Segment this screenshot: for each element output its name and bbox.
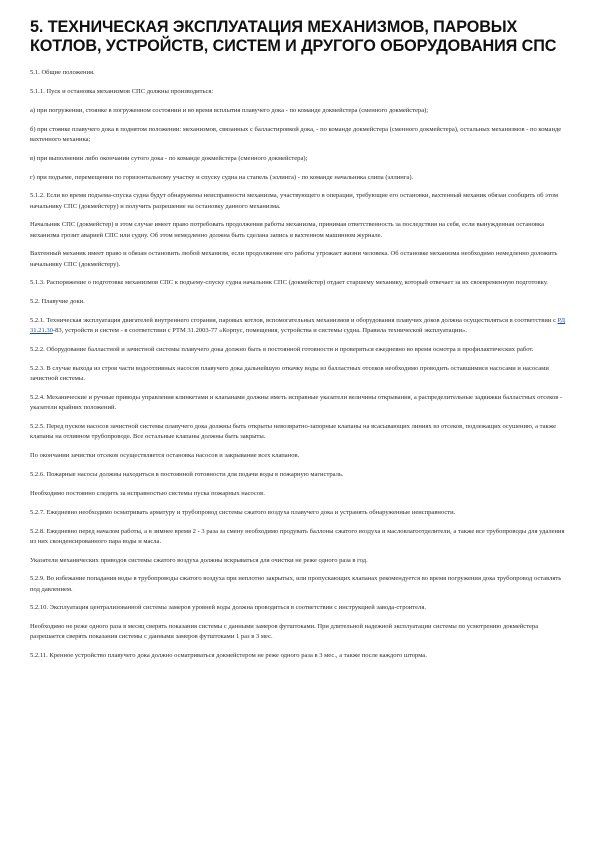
paragraph-b: б) при стоянке плавучего дока в поднятом положении: механизмов, связанных с балластировкой дока, - по команде докмейстера (сменного докмейстера), остальных механизмов - по команде вахтенного механика;: [30, 125, 562, 143]
paragraph-5-2-1: 5.2.1. Техническая эксплуатация двигателей внутреннего сгорания, паровых котлов, вспомогательных механизмов и оборудования плавучих доков должна осуществляться в соответствии с РД 31.21.30-83, устройств и систем - в соответствии с РТМ 31.2003-77 «Корпус, помещения, устройства и системы судна. Правила технической эксплуатации».: [30, 317, 566, 335]
rd-reference-link[interactable]: РД 31.21.30: [30, 317, 566, 335]
paragraph-5-2-5: 5.2.5. Перед пуском насосов зачистной системы плавучего дока должны быть открыты невозвратно-запорные клапаны на всасывающих линиях из отсеков, подлежащих осушению, а также клапаны на отливном трубопроводе. Все остальные клапаны должны быть закрыты.: [30, 423, 557, 441]
paragraph-5-1-2: 5.1.2. Если во время подъема-спуска судна будут обнаружены неисправности механизма, участвующего в операции, требующие его остановки, вахтенный механик обязан сообщить об этом начальнику СПС (докмейстеру) и получить разрешение на остановку данного механизма.: [30, 192, 559, 210]
paragraph-5-2-11: 5.2.11. Кренное устройство плавучего дока должно осматриваться докмейстером не реже одного раза в 3 мес., а также после каждого шторма.: [30, 652, 427, 660]
paragraph-5-2-2: 5.2.2. Оборудование балластной и зачистной системы плавучего дока должно быть в постоянной готовности и проверяться ежедневно во время осмотра и профилактических работ.: [30, 346, 534, 354]
paragraph-g: г) при подъеме, перемещении по горизонтальному участку и спуску судна на стапель (эллинга) - по команде начальника слипа (эллинга).: [30, 173, 414, 181]
paragraph-5-2-9: 5.2.9. Во избежание попадания воды в трубопроводы сжатого воздуха при неплотно закрытых, или пропускающих клапанах рекомендуется во время погружения дока трубопровод оставлять под давлением.: [30, 575, 562, 593]
paragraph-v: в) при выполнении либо окончании сутого дока - по команде докмейстера (сменного докмейстера);: [30, 154, 308, 162]
paragraph-5-2: 5.2. Плавучие доки.: [30, 298, 85, 306]
paragraph-5-2-8: 5.2.8. Ежедневно перед началом работы, а в зимнее время 2 - 3 раза за смену необходимо продувать баллоны сжатого воздуха и масловлагоотделители, а также все трубопроводы для удаления из них сконденсированного пара воды и масла.: [30, 527, 565, 545]
paragraph-5-2-10: 5.2.10. Эксплуатация централизованной системы замеров уровней воды должна проводиться в соответствии с инструкцией завода-строителя.: [30, 604, 426, 612]
paragraph-5-2-8-note: Указатели механических приводов системы сжатого воздуха должны вскрываться для очистки не реже одного раза в год.: [30, 556, 368, 564]
paragraph-5-1-1: 5.1.1. Пуск и остановка механизмов СПС должны производиться:: [30, 87, 214, 95]
paragraph-5-2-6: 5.2.6. Пожарные насосы должны находиться в постоянной готовности для подачи воды в пожарную магистраль.: [30, 470, 344, 478]
paragraph-5-1: 5.1. Общие положения.: [30, 69, 95, 76]
paragraph-a: а) при погружении, стоянке в погруженном состоянии и во время всплытия плавучего дока - по команде докмейстера (сменного докмейстера);: [30, 106, 429, 114]
paragraph-5-2-6-note: Необходимо постоянно следить за исправностью системы пуска пожарных насосов.: [30, 489, 265, 497]
paragraph-5-2-10-note: Необходимо не реже одного раза в месяц сверять показания системы с данными замеров футштоками. При длительной надежной эксплуатации системы по усмотрению докмейстера разрешается сверять показания системы с данными замеров футштоками 1 раз в 3 мес.: [30, 623, 539, 641]
paragraph-5-2-7: 5.2.7. Ежедневно необходимо осматривать арматуру и трубопровод системы сжатого воздуха плавучего дока и устранять обнаруженные неисправности.: [30, 508, 456, 516]
paragraph-5-1-3: 5.1.3. Распоряжение о подготовке механизмов СПС к подъему-спуску судна начальник СПС (докмейстер) отдает старшему механику, который отвечает за их своевременную подготовку.: [30, 279, 548, 287]
paragraph-5-2-3: 5.2.3. В случае выхода из строя части водоотливных насосов плавучего дока дальнейшую откачку воды из балластных отсеков необходимо проводить оставшимися насосами и насосами зачистной системы.: [30, 365, 549, 383]
paragraph-5-2-5-end: По окончании зачистки отсеков осуществляется остановка насосов и закрывание всех клапанов.: [30, 452, 300, 459]
paragraph-5-2-4: 5.2.4. Механические и ручные приводы управления клинкетами и клапанами должны иметь исправные указатели величины открывания, а распределительные задвижки балластных отсеков - указатели крайних положений.: [30, 394, 563, 412]
paragraph-5-1-2-stop: Вахтенный механик имеет право и обязан остановить любой механизм, если продолжение его работы угрожает жизни человека. Об остановке механизма необходимо немедленно доложить начальнику СПС (докмейстеру).: [30, 250, 558, 268]
page-title: 5. ТЕХНИЧЕСКАЯ ЭКСПЛУАТАЦИЯ МЕХАНИЗМОВ, ПАРОВЫХ КОТЛОВ, УСТРОЙСТВ, СИСТЕМ И ДРУГОГО ОБОРУДОВАНИЯ СПС: [30, 18, 557, 55]
paragraph-5-1-2-note: Начальник СПС (докмейстер) в этом случае имеет право потребовать продолжения работы механизма, принимая ответственность за последствия на себя, если вынужденная остановка механизма грозит аварией СПС или судну. Об этом немедленно должна быть сделана запись в вахтенном машинном журнале.: [30, 221, 544, 239]
